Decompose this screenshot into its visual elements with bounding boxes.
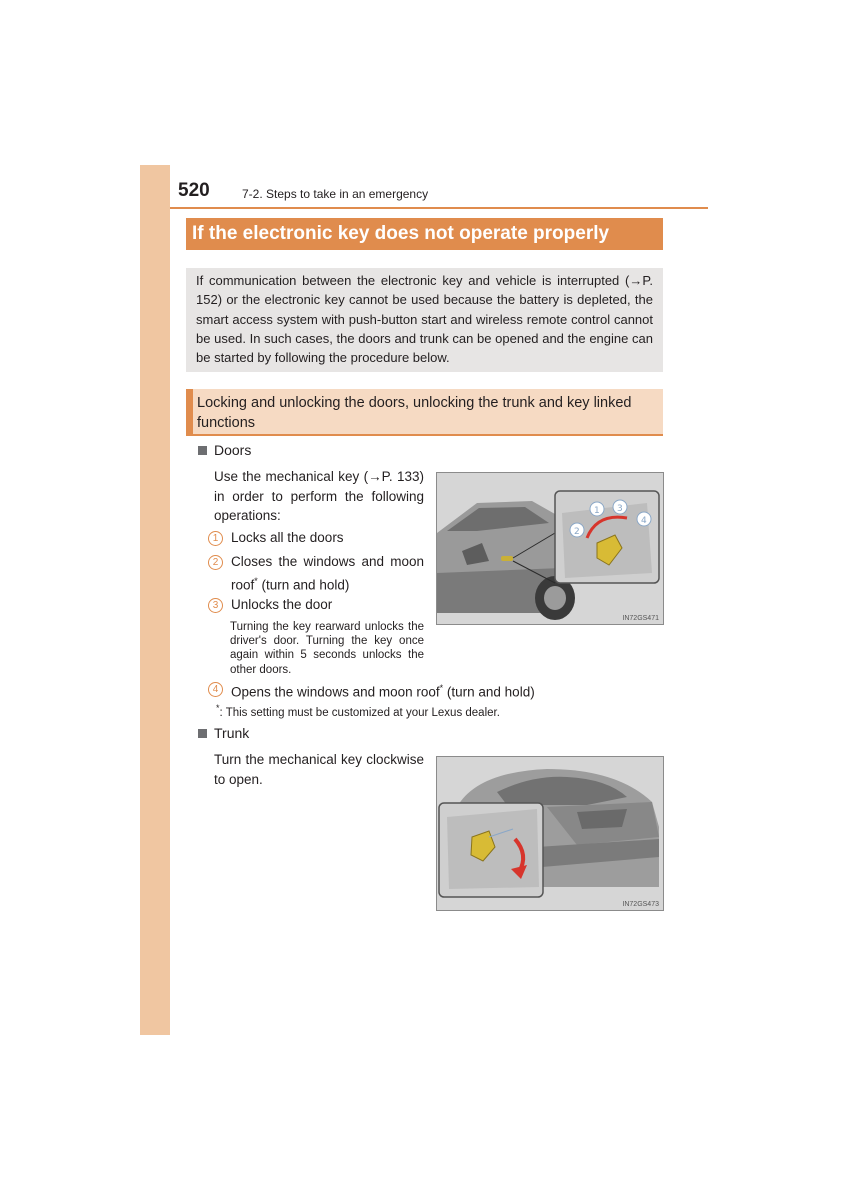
svg-text:2: 2 — [574, 527, 580, 537]
trunk-key-illustration — [437, 757, 663, 910]
page-title: If the electronic key does not operate properly — [186, 218, 663, 250]
doors-heading-label: Doors — [214, 442, 252, 458]
doors-figure-id: IN72GS471 — [622, 615, 659, 622]
door-key-illustration — [437, 473, 663, 624]
intro-box — [186, 268, 663, 372]
footnote-asterisk: * — [216, 703, 220, 713]
doors-item-1 — [208, 528, 424, 548]
footnote — [216, 703, 500, 719]
doors-figure — [436, 472, 664, 625]
doors-item-2 — [208, 552, 424, 595]
trunk-figure — [436, 756, 664, 911]
doors-item-3 — [208, 595, 424, 615]
doors-item-1-text: Locks all the doors — [231, 530, 344, 545]
square-bullet-icon — [198, 446, 207, 455]
asterisk-mark: * — [439, 683, 444, 693]
square-bullet-icon — [198, 729, 207, 738]
number-4-icon: 4 — [208, 682, 223, 697]
doors-note: Turning the key rearward unlocks the driver's door. Turning the key once again within 5 seconds unlocks the other doors. — [230, 621, 424, 676]
doors-item-4-after: (turn and hold) — [443, 684, 535, 700]
svg-text:3: 3 — [617, 504, 623, 514]
doors-item-4-text: Opens the windows and moon roof — [231, 684, 440, 700]
svg-text:4: 4 — [641, 516, 647, 526]
section-reference: 7-2. Steps to take in an emergency — [242, 187, 429, 201]
doors-item-3-text: Unlocks the door — [231, 597, 333, 612]
trunk-figure-id: IN72GS473 — [622, 901, 659, 908]
svg-text:1: 1 — [594, 506, 600, 516]
doors-heading — [198, 442, 251, 458]
intro-text: If communication between the electronic key and vehicle is interrupted (→P. 152) or the electronic key cannot be used because the battery is depleted, the smart access system with push-button start and wireless remote control cannot be used. In such cases, the doors and trunk can be opened and the engine can be started by following the procedure below. — [196, 273, 653, 366]
number-1-icon: 1 — [208, 531, 223, 546]
header-rule — [170, 207, 708, 209]
trunk-heading-label: Trunk — [214, 725, 250, 741]
doors-item-2-after: (turn and hold) — [257, 577, 350, 592]
trunk-heading — [198, 725, 249, 741]
footnote-text: : This setting must be customized at your Lexus dealer. — [219, 706, 500, 719]
number-3-icon: 3 — [208, 598, 223, 613]
doors-item-4 — [208, 679, 568, 702]
page-number: 520 — [178, 180, 210, 201]
trunk-description: Turn the mechanical key clockwise to open. — [214, 752, 424, 787]
number-2-icon: 2 — [208, 555, 223, 570]
asterisk-mark: * — [254, 575, 258, 586]
side-bar — [140, 165, 170, 1035]
doors-description: Use the mechanical key (→P. 133) in order to perform the following operations: — [214, 469, 424, 523]
doors-item-2-text: Closes the windows and moon roof — [231, 554, 424, 592]
subsection-title: Locking and unlocking the doors, unlocking the trunk and key linked functions — [186, 389, 663, 436]
